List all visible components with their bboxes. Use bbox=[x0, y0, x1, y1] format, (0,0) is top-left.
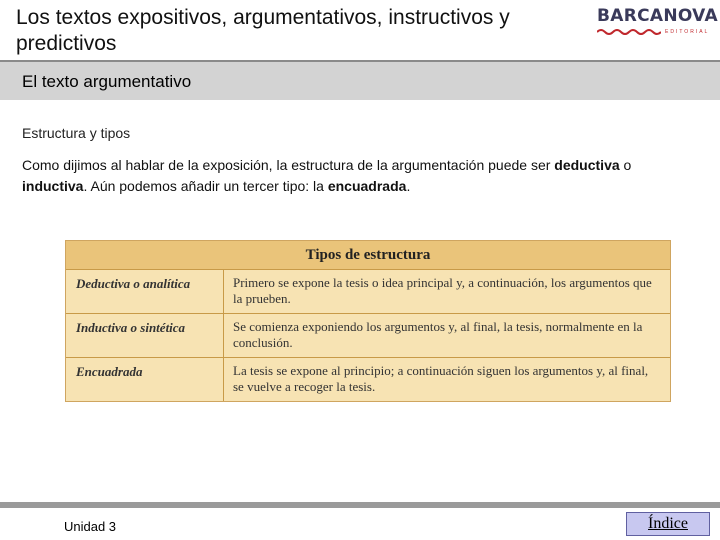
table-cell-description: Se comienza exponiendo los argumentos y, al final, la tesis, normalmente en la conclusión. bbox=[233, 319, 643, 350]
unit-label: Unidad 3 bbox=[64, 519, 117, 534]
table-cell-type: Inductiva o sintética bbox=[66, 314, 224, 357]
body-paragraph bbox=[22, 155, 672, 197]
publisher-logo bbox=[597, 6, 718, 38]
structure-types-table bbox=[65, 240, 671, 402]
table-header: Tipos de estructura bbox=[66, 241, 670, 270]
section-label: Estructura y tipos bbox=[22, 125, 131, 141]
table-cell-type: Encuadrada bbox=[66, 358, 224, 401]
paragraph-text: o bbox=[619, 157, 632, 173]
table-row bbox=[66, 358, 670, 401]
logo-subtext: EDITORIAL bbox=[665, 29, 710, 35]
paragraph-emphasis: inductiva bbox=[22, 178, 84, 194]
table-cell-description: Primero se expone la tesis o idea principal y, a continuación, los argumentos que la prueben. bbox=[233, 275, 652, 306]
section-title: El texto argumentativo bbox=[22, 72, 192, 91]
table-cell-description: La tesis se expone al principio; a continuación siguen los argumentos y, al final, se vuelve a recoger la tesis. bbox=[233, 363, 649, 394]
logo-wave-icon bbox=[597, 28, 661, 36]
index-button[interactable]: Índice bbox=[626, 512, 710, 536]
paragraph-text: Como dijimos al hablar de la exposición, la estructura de la argumentación puede ser bbox=[22, 157, 555, 173]
paragraph-text: . bbox=[406, 178, 411, 194]
table-row bbox=[66, 314, 670, 358]
paragraph-text: . Aún podemos añadir un tercer tipo: la bbox=[83, 178, 328, 194]
table-cell-type: Deductiva o analítica bbox=[66, 270, 224, 313]
table-row bbox=[66, 270, 670, 314]
paragraph-emphasis: deductiva bbox=[554, 157, 620, 173]
page-title: Los textos expositivos, argumentativos, instructivos y predictivos bbox=[16, 6, 510, 55]
footer-divider bbox=[0, 502, 720, 508]
logo-wordmark: BARCANOVA bbox=[597, 6, 718, 26]
paragraph-emphasis: encuadrada bbox=[327, 178, 407, 194]
